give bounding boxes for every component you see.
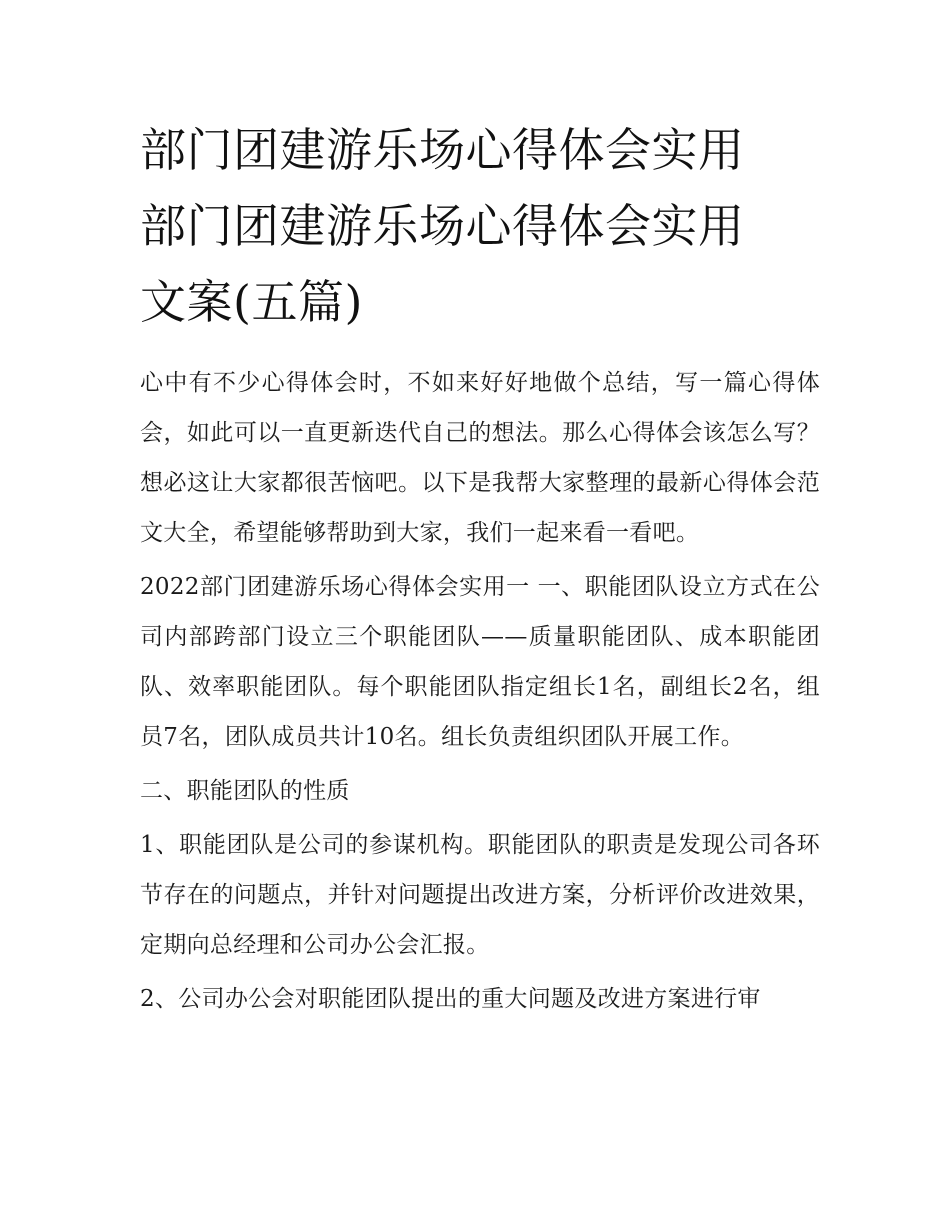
- section-heading: 二、职能团队的性质: [140, 778, 350, 804]
- document-title: [140, 112, 820, 340]
- title-line: 文案(五篇): [140, 275, 363, 329]
- title-line: 部门团建游乐场心得体会实用: [140, 199, 745, 253]
- list-item-1: 1、职能团队是公司的参谋机构。职能团队的职责是发现公司各环节存在的问题点，并针对问题提出改进方案，分析评价改进效果，定期向总经理和公司办公会汇报。: [140, 832, 820, 958]
- section-one-paragraph: 2022部门团建游乐场心得体会实用一 一、职能团队设立方式在公司内部跨部门设立三个职能团队——质量职能团队、成本职能团队、效率职能团队。每个职能团队指定组长1名，副组长2名，组员7名，团队成员共计10名。组长负责组织团队开展工作。: [140, 574, 820, 750]
- intro-paragraph: 心中有不少心得体会时，不如来好好地做个总结，写一篇心得体会，如此可以一直更新迭代自己的想法。那么心得体会该怎么写？想必这让大家都很苦恼吧。以下是我帮大家整理的最新心得体会范文大全，希望能够帮助到大家，我们一起来看一看吧。: [140, 370, 820, 546]
- list-item-2: 2、公司办公会对职能团队提出的重大问题及改进方案进行审: [140, 986, 761, 1012]
- title-line: 部门团建游乐场心得体会实用: [140, 123, 745, 177]
- document-page: [140, 112, 820, 1028]
